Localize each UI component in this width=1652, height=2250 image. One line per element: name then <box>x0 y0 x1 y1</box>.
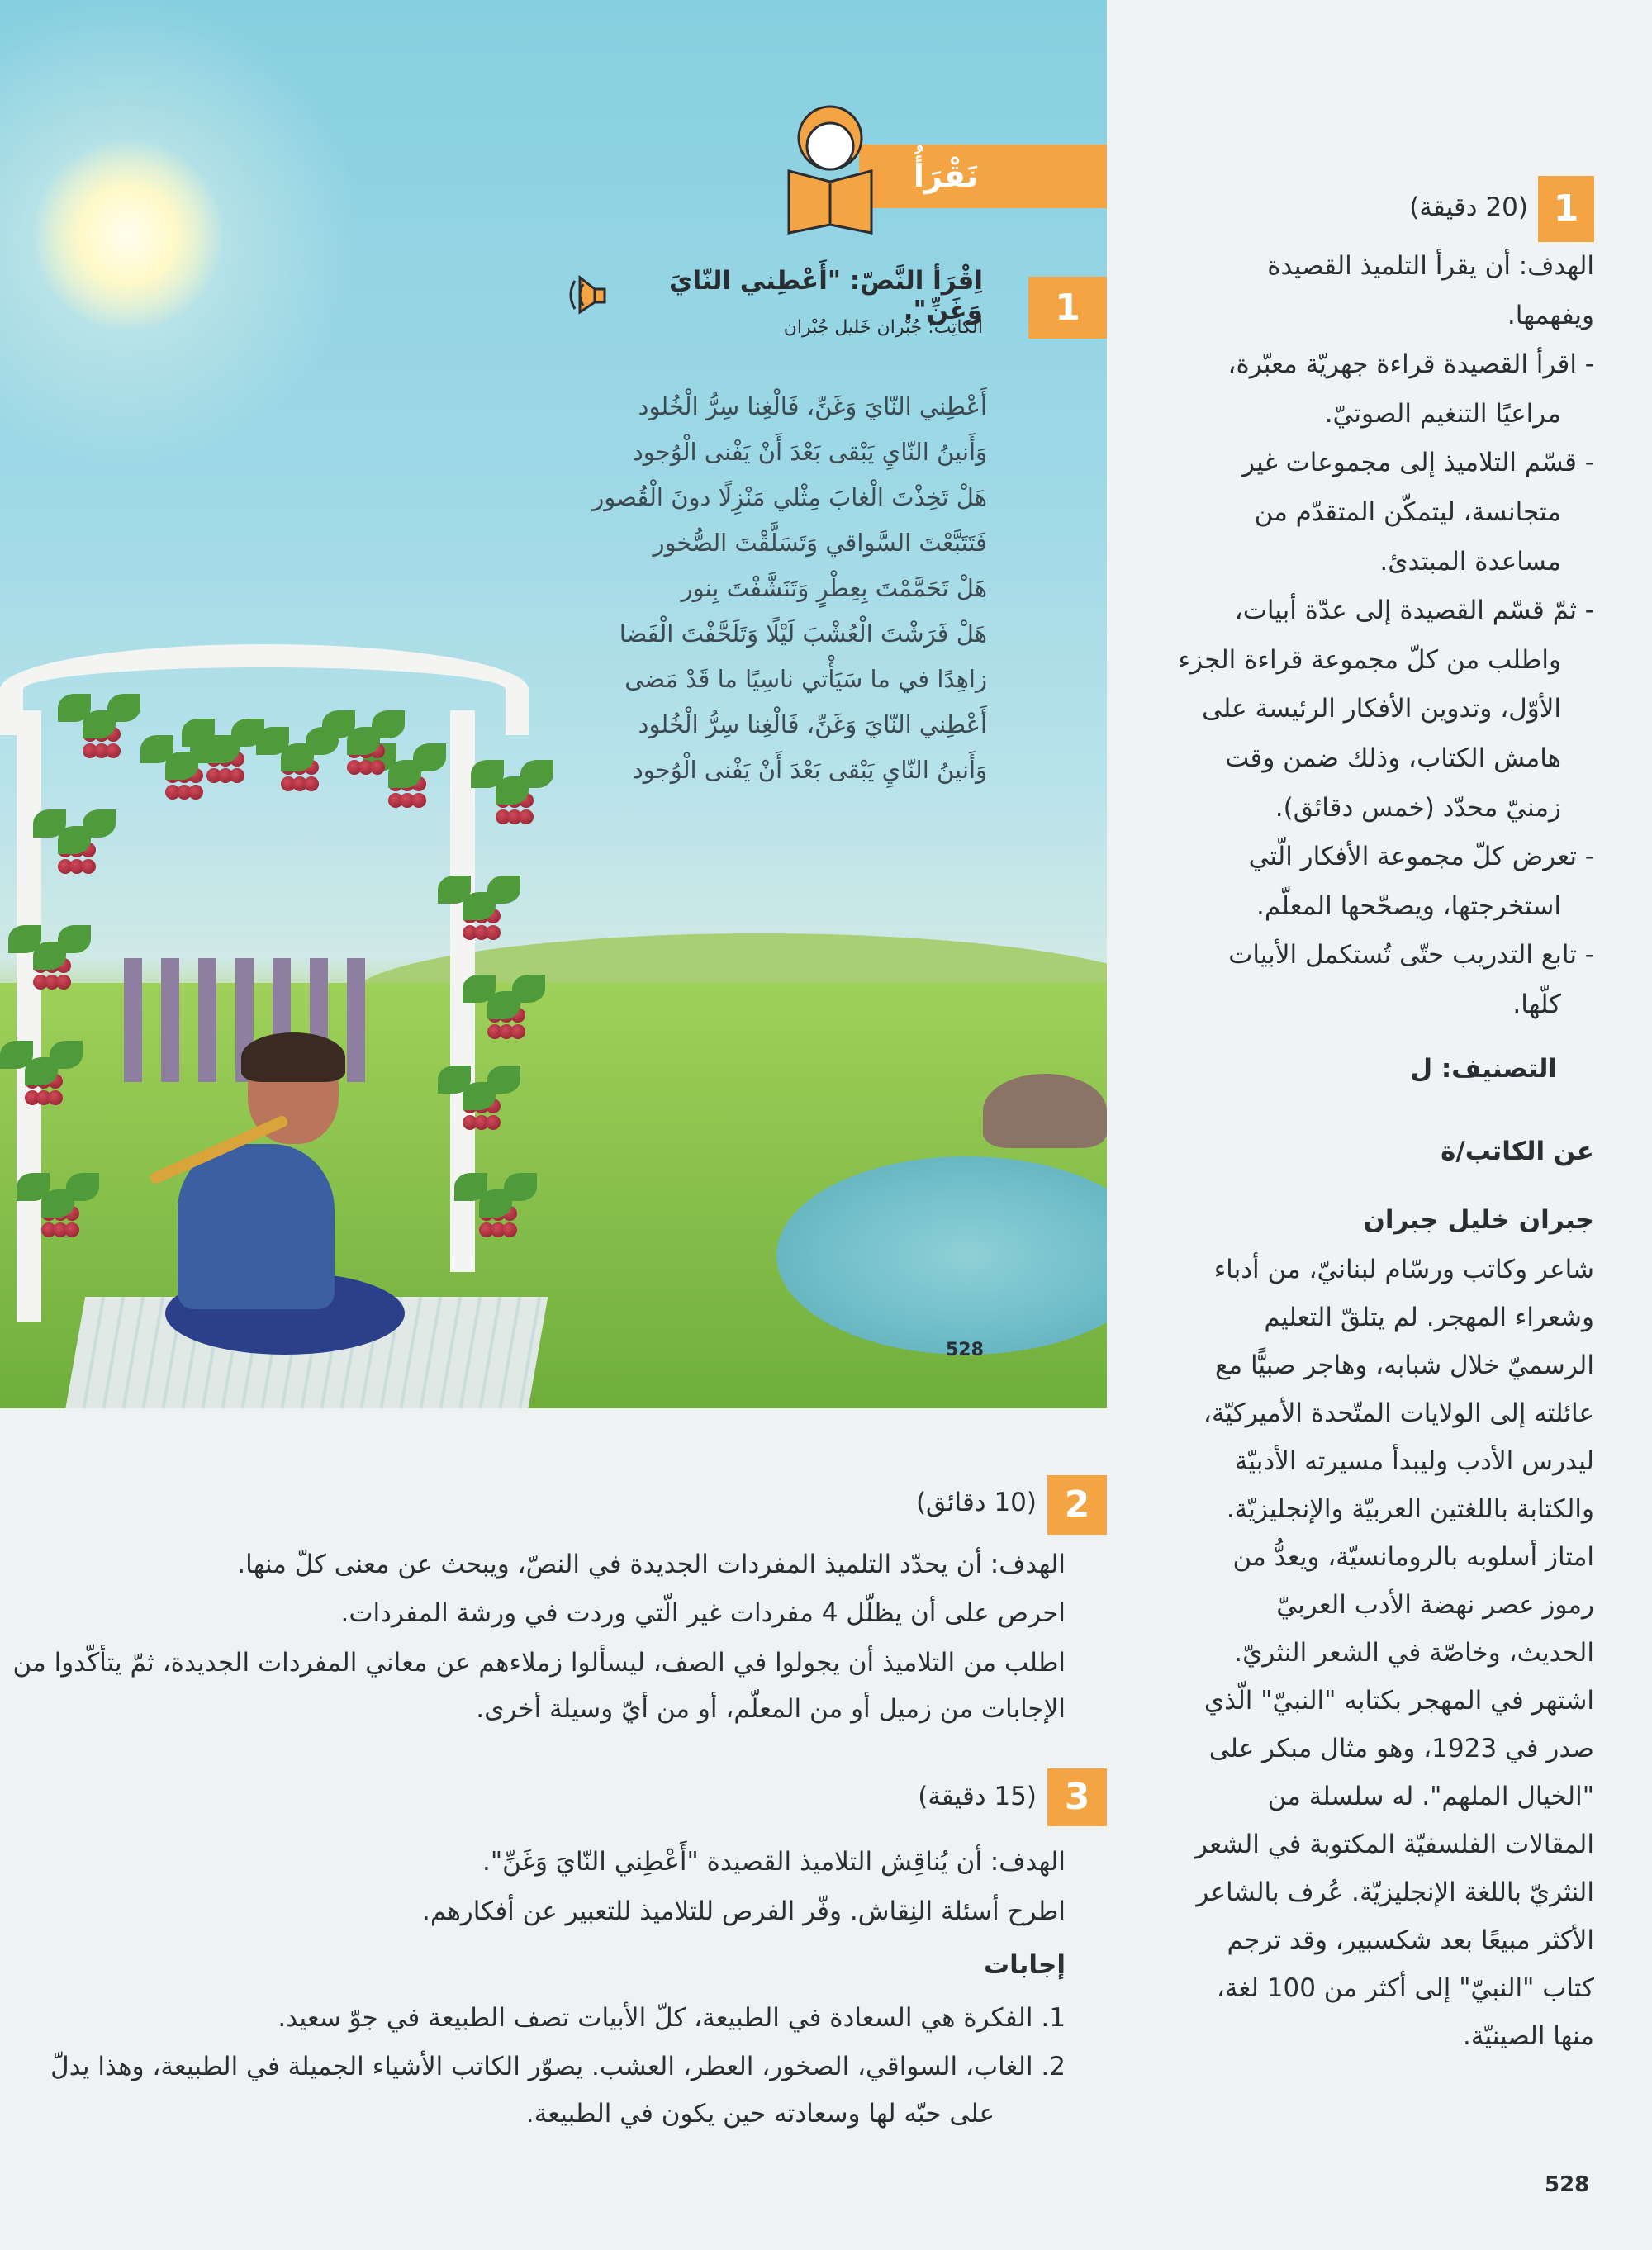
bio-line: وشعراء المهجر. لم يتلقّ التعليم <box>1264 1303 1594 1332</box>
step-instruction-line: ويفهمها. <box>1507 300 1594 330</box>
reading-title: اِقْرَأ النَّصّ: "أَعْطِني النّايَ وَغَنِّ". <box>669 266 983 325</box>
vine-leaf <box>413 743 446 771</box>
grape <box>486 1115 501 1130</box>
step-duration: (20 دقيقة) <box>1409 192 1528 222</box>
step-instruction-line: واطلب من كلّ مجموعة قراءة الجزء <box>1178 644 1561 675</box>
step-instruction-line: هامش الكتاب، وذلك ضمن وقت <box>1225 743 1561 773</box>
grape <box>510 1024 525 1039</box>
answer-item: 2. الغاب، السواقي، الصخور، العطر، العشب. يصوّر الكاتب الأشياء الجميلة في الطبيعة، وهذا يدلّ <box>50 2052 1066 2081</box>
step-instruction-line: - قسّم التلاميذ إلى مجموعات غير <box>1242 448 1594 478</box>
grape <box>486 925 501 940</box>
step-instruction-line: الهدف: أن يقرأ التلميذ القصيدة <box>1267 251 1594 281</box>
page-number: 528 <box>1545 2172 1590 2197</box>
bio-line: منها الصينيّة. <box>1462 2021 1594 2051</box>
step-instruction-line: الأوّل، وتدوين الأفكار الرئيسة على <box>1202 694 1561 724</box>
poem-line: هَلْ فَرَشْتَ الْعُشْبَ لَيْلًا وَتَلَحَّفْتَ الْفَضا <box>619 619 987 648</box>
boy-body <box>178 1144 335 1309</box>
grape <box>411 793 426 808</box>
boy-hair <box>241 1032 345 1082</box>
student-book-page-number: 528 <box>946 1340 984 1360</box>
step-text: الهدف: أن يُناقِش التلاميذ القصيدة "أَعْطِني النّايَ وَغَنِّ". <box>482 1847 1066 1877</box>
step-number-badge: 3 <box>1047 1768 1107 1826</box>
step-instruction-line: مراعيًا التنغيم الصوتيّ. <box>1324 398 1561 429</box>
grape <box>81 859 96 874</box>
poem-line: أَعْطِني النّايَ وَغَنِّ، فَالْغِنا سِرُّ الْخُلود <box>638 392 987 420</box>
sun-icon <box>33 140 223 330</box>
rock <box>983 1074 1107 1148</box>
step-number-badge: 1 <box>1538 176 1594 242</box>
step-text: اطرح أسئلة النِقاش. وفّر الفرص للتلاميذ للتعبير عن أفكارهم. <box>421 1896 1066 1926</box>
grape <box>230 768 244 783</box>
step-duration: (10 دقائق) <box>915 1488 1037 1517</box>
bio-line: الأكثر مبيعًا بعد شكسبير، وقد ترجم <box>1227 1925 1594 1955</box>
step-instruction-line: كلّها. <box>1512 990 1561 1019</box>
answer-item-continued <box>0 2090 1074 2138</box>
grape <box>106 743 121 758</box>
bio-line: ليدرس الأدب وليبدأ مسيرته الأدبيّة <box>1234 1446 1594 1476</box>
bio-line: رموز عصر نهضة الأدب العربيّ <box>1276 1590 1594 1620</box>
vine-leaf <box>504 1173 537 1201</box>
vine-leaf <box>487 1066 520 1094</box>
bio-line: امتاز أسلوبه بالرومانسيّة، ويعدُّ من <box>1232 1542 1594 1572</box>
reading-person-icon <box>785 101 876 237</box>
section-title: نَقْرَأُ <box>913 158 979 194</box>
answers-heading: إجابات <box>983 1950 1066 1980</box>
audio-speaker-icon[interactable] <box>562 274 636 316</box>
vine-leaf <box>50 1041 83 1069</box>
bio-line: كتاب "النبيّ" إلى أكثر من 100 لغة، <box>1216 1973 1594 2003</box>
bio-line: المقالات الفلسفيّة المكتوبة في الشعر <box>1195 1830 1594 1859</box>
author-name: جبران خليل جبران <box>1363 1205 1594 1235</box>
grape <box>304 776 319 791</box>
poem-line: وَأَنينُ النّايِ يَبْقى بَعْدَ أَنْ يَفْنى الْوُجود <box>632 438 987 466</box>
vine-leaf <box>231 719 264 747</box>
step-instruction-line: - اقرأ القصيدة قراءة جهريّة معبّرة، <box>1227 349 1594 380</box>
bio-line: عائلته إلى الولايات المتّحدة الأميركيّة، <box>1203 1398 1594 1428</box>
classification: التصنيف: ل <box>1410 1054 1557 1084</box>
step-instruction-line: - تعرض كلّ مجموعة الأفكار الّتي <box>1248 842 1594 872</box>
step-text: احرص على أن يظلّل 4 مفردات غير الّتي وردت في ورشة المفردات. <box>340 1598 1066 1628</box>
bio-line: صدر في 1923، وهو مثال مبكر على <box>1208 1734 1594 1763</box>
step-number-badge: 2 <box>1047 1475 1107 1535</box>
vine-leaf <box>372 710 405 738</box>
vine-leaf <box>66 1173 99 1201</box>
step-instruction-line: - ثمّ قسّم القصيدة إلى عدّة أبيات، <box>1234 596 1594 626</box>
vine-leaf <box>83 809 116 838</box>
step-duration: (15 دقيقة) <box>918 1782 1037 1811</box>
bio-line: والكتابة باللغتين العربيّة والإنجليزيّة. <box>1226 1494 1594 1524</box>
poem-line: فَتَتَبَّعْتَ السَّواقي وَتَسَلَّقْتَ الصُّخور <box>653 529 987 557</box>
reading-author: الكاتِبُ: جُبْران خَليل جُبْران <box>783 317 983 338</box>
step-instruction-line: زمنيّ محدّد (خمس دقائق). <box>1275 792 1561 823</box>
step-number-badge: 1 <box>1028 277 1107 339</box>
about-author-heading: عن الكاتب/ة <box>1441 1137 1594 1166</box>
grape <box>56 975 71 990</box>
grape <box>64 1222 79 1237</box>
step-text: اطلب من التلاميذ أن يجولوا في الصف، ليسألوا زملاءهم عن معاني المفردات الجديدة، ثمّ يتأكّدوا من <box>12 1648 1066 1678</box>
arch-top <box>0 644 529 735</box>
bio-line: اشتهر في المهجر بكتابه "النبيّ" الّذي <box>1203 1686 1594 1716</box>
grape <box>188 785 203 800</box>
poem-line: هَلْ تَخِذْتَ الْغابَ مِثْلي مَنْزِلًا دونَ الْقُصور <box>592 483 987 511</box>
vine-leaf <box>487 876 520 904</box>
arch-post-left <box>17 710 41 1322</box>
vine-leaf <box>512 975 545 1003</box>
grape <box>519 809 534 824</box>
vine-leaf <box>58 925 91 953</box>
poem-line: أَعْطِني النّايَ وَغَنِّ، فَالْغِنا سِرُّ الْخُلود <box>638 710 987 738</box>
grape <box>48 1090 63 1105</box>
grape <box>502 1222 517 1237</box>
step-instruction-line: متجانسة، ليتمكّن المتقدّم من <box>1254 497 1561 527</box>
step-text: الهدف: أن يحدّد التلميذ المفردات الجديدة في النصّ، ويبحث عن معنى كلّ منها. <box>237 1550 1066 1579</box>
step-instruction-line: مساعدة المبتدئ. <box>1379 546 1561 577</box>
bio-line: النثريّ باللغة الإنجليزيّة. عُرف بالشاعر <box>1196 1877 1594 1907</box>
bio-line: الرسميّ خلال شبابه، وهاجر صبيًّا مع <box>1215 1350 1594 1380</box>
poem-line: وَأَنينُ النّايِ يَبْقى بَعْدَ أَنْ يَفْنى الْوُجود <box>632 756 987 784</box>
vine-leaf <box>107 694 140 722</box>
answer-item: 1. الفكرة هي السعادة في الطبيعة، كلّ الأبيات تصف الطبيعة في جوّ سعيد. <box>278 2003 1066 2033</box>
step-instruction-line: استخرجتها، ويصحّحها المعلّم. <box>1256 890 1561 921</box>
step-instruction-line: - تابع التدريب حتّى تُستكمل الأبيات <box>1228 940 1594 971</box>
bio-line: "الخيال الملهم". له سلسلة من <box>1267 1782 1594 1811</box>
poem-line: زاهِدًا في ما سَيَأْتي ناسِيًا ما قَدْ مَضى <box>624 665 987 693</box>
bio-line: شاعر وكاتب ورسّام لبنانيّ، من أدباء <box>1213 1255 1594 1284</box>
step-text: الإجابات من زميل أو من المعلّم، أو من أيّ وسيلة أخرى. <box>476 1694 1066 1724</box>
poem-line: هَلْ تَحَمَّمْتَ بِعِطْرٍ وَتَنَشَّفْتَ بِنور <box>681 574 987 602</box>
answer-continuation: على حبّه لها وسعادته حين يكون في الطبيعة. <box>525 2099 995 2129</box>
bio-line: الحديث، وخاصّة في الشعر النثريّ. <box>1234 1638 1594 1668</box>
grape <box>370 760 385 775</box>
